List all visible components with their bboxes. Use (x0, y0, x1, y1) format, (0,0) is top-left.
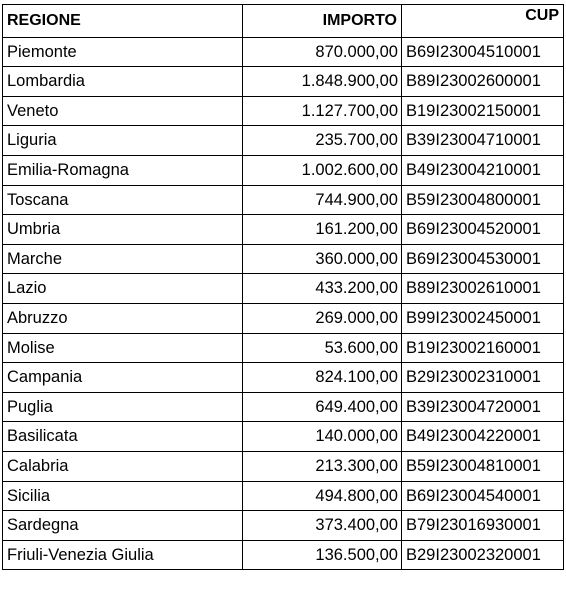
cell-importo: 649.400,00 (243, 392, 402, 422)
cell-regione: Liguria (3, 126, 243, 156)
header-regione: REGIONE (3, 5, 243, 38)
cell-cup: B89I23002600001 (402, 67, 564, 97)
funding-table (2, 4, 564, 570)
cell-cup: B69I23004520001 (402, 215, 564, 245)
table-row (3, 451, 564, 481)
cell-importo: 433.200,00 (243, 274, 402, 304)
cell-regione: Veneto (3, 96, 243, 126)
table-row (3, 96, 564, 126)
cell-cup: B89I23002610001 (402, 274, 564, 304)
cell-cup: B69I23004530001 (402, 244, 564, 274)
table-row (3, 126, 564, 156)
header-cup: CUP (402, 5, 564, 38)
cell-importo: 213.300,00 (243, 451, 402, 481)
cell-regione: Calabria (3, 451, 243, 481)
cell-cup: B19I23002150001 (402, 96, 564, 126)
cell-regione: Piemonte (3, 37, 243, 67)
cell-regione: Emilia-Romagna (3, 155, 243, 185)
cell-regione: Umbria (3, 215, 243, 245)
table-row (3, 215, 564, 245)
cell-regione: Friuli-Venezia Giulia (3, 540, 243, 570)
cell-importo: 140.000,00 (243, 422, 402, 452)
cell-regione: Campania (3, 363, 243, 393)
table-row (3, 303, 564, 333)
cell-importo: 494.800,00 (243, 481, 402, 511)
table-row (3, 155, 564, 185)
cell-importo: 1.127.700,00 (243, 96, 402, 126)
cell-cup: B99I23002450001 (402, 303, 564, 333)
table-row (3, 363, 564, 393)
cell-regione: Basilicata (3, 422, 243, 452)
cell-importo: 235.700,00 (243, 126, 402, 156)
table-row (3, 333, 564, 363)
table-row (3, 422, 564, 452)
cell-cup: B19I23002160001 (402, 333, 564, 363)
table-row (3, 244, 564, 274)
cell-regione: Marche (3, 244, 243, 274)
cell-regione: Lombardia (3, 67, 243, 97)
cell-importo: 373.400,00 (243, 511, 402, 541)
table-row (3, 540, 564, 570)
table-row (3, 67, 564, 97)
cell-regione: Sicilia (3, 481, 243, 511)
cell-cup: B69I23004510001 (402, 37, 564, 67)
cell-cup: B39I23004710001 (402, 126, 564, 156)
table-body (3, 37, 564, 570)
cell-cup: B79I23016930001 (402, 511, 564, 541)
cell-cup: B59I23004800001 (402, 185, 564, 215)
cell-cup: B69I23004540001 (402, 481, 564, 511)
table-row (3, 37, 564, 67)
header-row (3, 5, 564, 38)
cell-regione: Lazio (3, 274, 243, 304)
cell-cup: B39I23004720001 (402, 392, 564, 422)
table-row (3, 185, 564, 215)
cell-importo: 53.600,00 (243, 333, 402, 363)
cell-cup: B59I23004810001 (402, 451, 564, 481)
header-importo: IMPORTO (243, 5, 402, 38)
cell-cup: B49I23004220001 (402, 422, 564, 452)
cell-importo: 1.002.600,00 (243, 155, 402, 185)
cell-importo: 744.900,00 (243, 185, 402, 215)
cell-importo: 360.000,00 (243, 244, 402, 274)
cell-regione: Sardegna (3, 511, 243, 541)
cell-cup: B29I23002310001 (402, 363, 564, 393)
cell-importo: 136.500,00 (243, 540, 402, 570)
cell-cup: B29I23002320001 (402, 540, 564, 570)
cell-importo: 870.000,00 (243, 37, 402, 67)
cell-regione: Toscana (3, 185, 243, 215)
cell-regione: Molise (3, 333, 243, 363)
table-row (3, 392, 564, 422)
cell-importo: 824.100,00 (243, 363, 402, 393)
cell-regione: Abruzzo (3, 303, 243, 333)
cell-regione: Puglia (3, 392, 243, 422)
table-row (3, 274, 564, 304)
cell-importo: 269.000,00 (243, 303, 402, 333)
cell-importo: 1.848.900,00 (243, 67, 402, 97)
table-row (3, 481, 564, 511)
document-page (2, 4, 564, 570)
cell-cup: B49I23004210001 (402, 155, 564, 185)
table-row (3, 511, 564, 541)
cell-importo: 161.200,00 (243, 215, 402, 245)
